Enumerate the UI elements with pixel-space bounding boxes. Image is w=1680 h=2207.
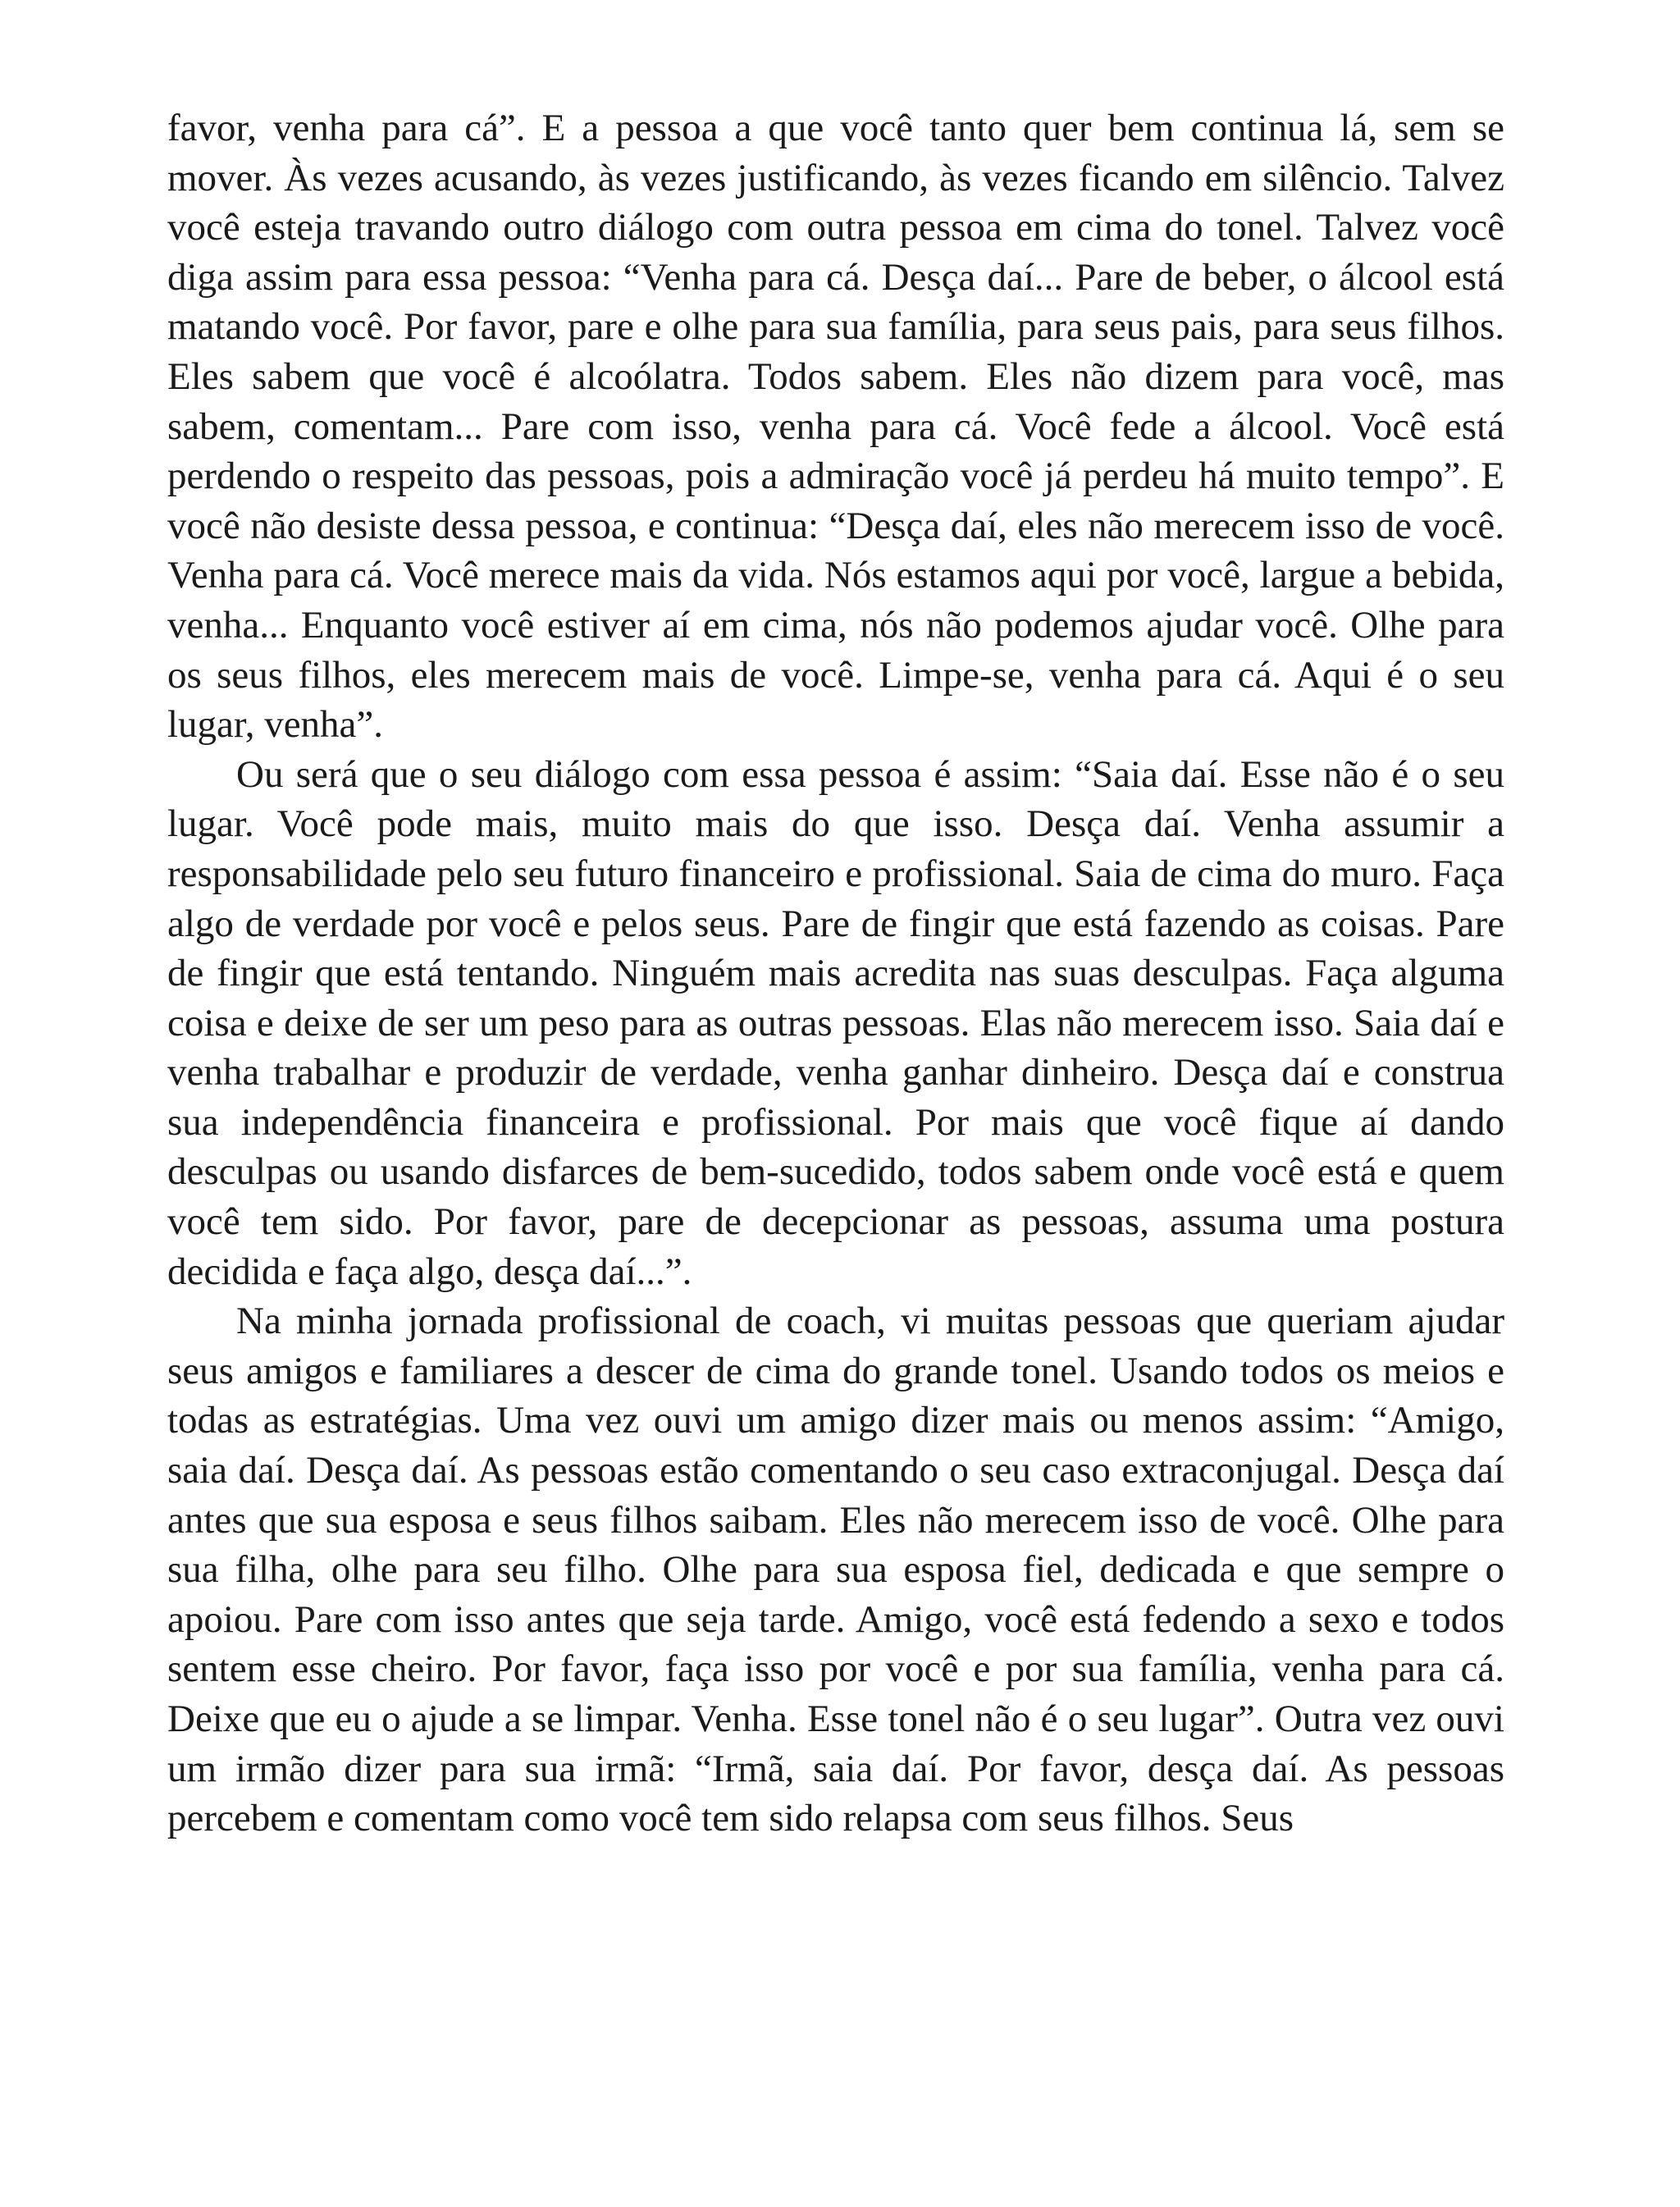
paragraph-2: Ou será que o seu diálogo com essa pessoa é assim: “Saia daí. Esse não é o seu lugar. Você pode mais, muito mais do que isso. Desça daí. Venha assumir a responsabilidade pelo seu futuro financeiro e profissional. Saia de cima do muro. Faça algo de verdade por você e pelos seus. Pare de fingir que está fazendo as coisas. Pare de fingir que está tentando. Ninguém mais acredita nas suas desculpas. Faça alguma coisa e deixe de ser um peso para as outras pessoas. Elas não merecem isso. Saia daí e venha trabalhar e produzir de verdade, venha ganhar dinheiro. Desça daí e construa sua independência financeira e profissional. Por mais que você fique aí dando desculpas ou usando disfarces de bem-sucedido, todos sabem onde você está e quem você tem sido. Por favor, pare de decepcionar as pessoas, assuma uma postura decidida e faça algo, desça daí...”. — [167, 752, 1504, 1293]
paragraph-3: Na minha jornada profissional de coach, vi muitas pessoas que queriam ajudar seus amigos e familiares a descer de cima do grande tonel. Usando todos os meios e todas as estratégias. Uma vez ouvi um amigo dizer mais ou menos assim: “Amigo, saia daí. Desça daí. As pessoas estão comentando o seu caso extraconjugal. Desça daí antes que sua esposa e seus filhos saibam. Eles não merecem isso de você. Olhe para sua filha, olhe para seu filho. Olhe para sua esposa fiel, dedicada e que sempre o apoiou. Pare com isso antes que seja tarde. Amigo, você está fedendo a sexo e todos sentem esse cheiro. Por favor, faça isso por você e por sua família, venha para cá. Deixe que eu o ajude a se limpar. Venha. Esse tonel não é o seu lugar”. Outra vez ouvi um irmão dizer para sua irmã: “Irmã, saia daí. Por favor, desça daí. As pessoas percebem e comentam como você tem sido relapsa com seus filhos. Seus — [167, 1300, 1504, 1840]
paragraph-1: favor, venha para cá”. E a pessoa a que você tanto quer bem continua lá, sem se mover. Às vezes acusando, às vezes justificando, às vezes ficando em silêncio. Talvez você esteja travando outro diálogo com outra pessoa em cima do tonel. Talvez você diga assim para essa pessoa: “Venha para cá. Desça daí... Pare de beber, o álcool está matando você. Por favor, pare e olhe para sua família, para seus pais, para seus filhos. Eles sabem que você é alcoólatra. Todos sabem. Eles não dizem para você, mas sabem, comentam... Pare com isso, venha para cá. Você fede a álcool. Você está perdendo o respeito das pessoas, pois a admiração você já perdeu há muito tempo”. E você não desiste dessa pessoa, e continua: “Desça daí, eles não merecem isso de você. Venha para cá. Você merece mais da vida. Nós estamos aqui por você, largue a bebida, venha... Enquanto você estiver aí em cima, nós não podemos ajudar você. Olhe para os seus filhos, eles merecem mais de você. Limpe-se, venha para cá. Aqui é o seu lugar, venha”. — [167, 107, 1504, 747]
body-text — [167, 103, 1504, 1844]
